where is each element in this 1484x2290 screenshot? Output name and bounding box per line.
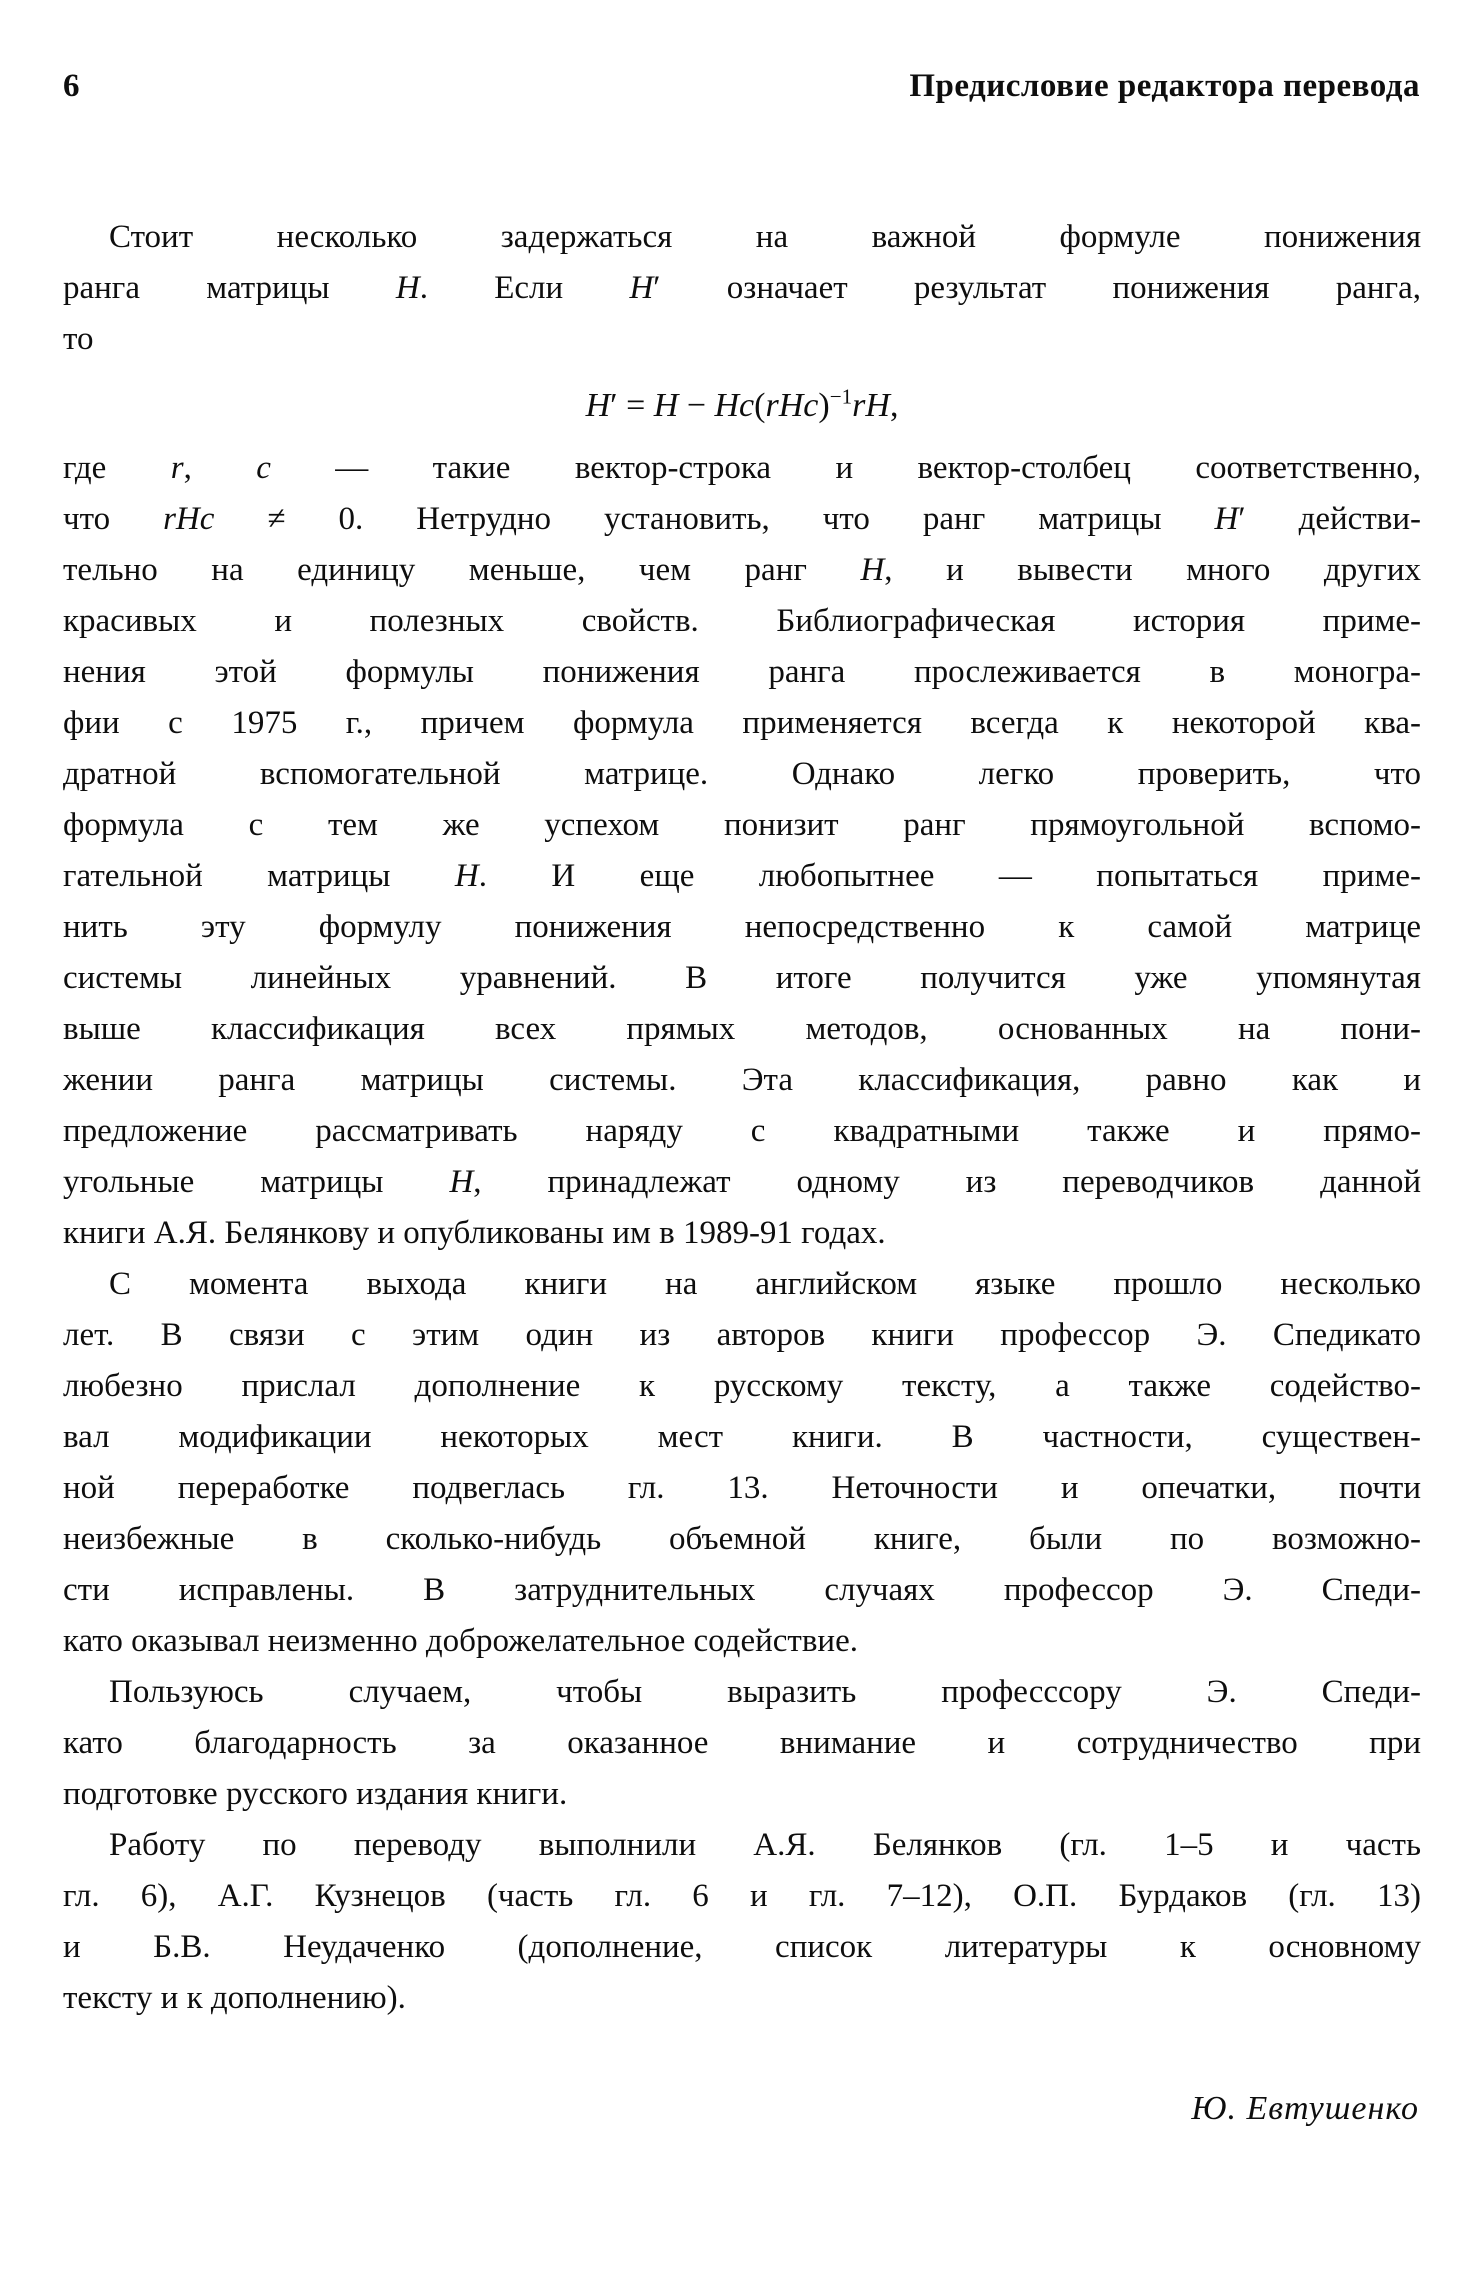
text-line: тельно на единицу меньше, чем ранг H, и вывести много других — [63, 552, 1421, 588]
text-line: като оказывал неизменно доброжелательное содействие. — [63, 1623, 858, 1659]
page-header — [63, 68, 1420, 105]
text-line: угольные матрицы H, принадлежат одному из переводчиков данной — [63, 1164, 1421, 1200]
text-line: Работу по переводу выполнили А.Я. Белянков (гл. 1–5 и часть — [109, 1827, 1421, 1863]
text-line: ной переработке подвеглась гл. 13. Неточности и опечатки, почти — [63, 1470, 1421, 1506]
text-line: системы линейных уравнений. В итоге получится уже упомянутая — [63, 960, 1421, 996]
text-line: вал модификации некоторых мест книги. В частности, существен- — [63, 1419, 1421, 1455]
text-line: гательной матрицы H. И еще любопытнее — попытаться приме- — [63, 858, 1421, 894]
text-line: Стоит несколько задержаться на важной формуле понижения — [109, 219, 1421, 255]
text-line: нить эту формулу понижения непосредственно к самой матрице — [63, 909, 1421, 945]
paragraph — [63, 443, 1421, 1259]
paragraph — [63, 1259, 1421, 1667]
text-line: жении ранга матрицы системы. Эта классификация, равно как и — [63, 1062, 1421, 1098]
text-line: лет. В связи с этим один из авторов книги профессор Э. Спедикато — [63, 1317, 1421, 1353]
text-line: любезно прислал дополнение к русскому тексту, а также содейство- — [63, 1368, 1421, 1404]
paragraph — [63, 1820, 1421, 2024]
text-line: Пользуюсь случаем, чтобы выразить професссору Э. Спеди- — [109, 1674, 1421, 1710]
text-line: фии с 1975 г., причем формула применяется всегда к некоторой ква- — [63, 705, 1421, 741]
text-line: выше классификация всех прямых методов, основанных на пони- — [63, 1011, 1421, 1047]
text-line: подготовке русского издания книги. — [63, 1776, 568, 1812]
paragraph — [63, 1667, 1421, 1820]
signature: Ю. Евтушенко — [1191, 2090, 1419, 2127]
text-line: като благодарность за оказанное внимание и сотрудничество при — [63, 1725, 1421, 1761]
text-line: сти исправлены. В затруднительных случаях профессор Э. Спеди- — [63, 1572, 1421, 1608]
text-line: нения этой формулы понижения ранга прослеживается в моногра- — [63, 654, 1421, 690]
text-line: книги А.Я. Белянкову и опубликованы им в 1989-91 годах. — [63, 1215, 886, 1251]
text-line: ранга матрицы H. Если H′ означает результат понижения ранга, — [63, 270, 1421, 306]
text-line: формула с тем же успехом понизит ранг прямоугольной вспомо- — [63, 807, 1421, 843]
text-line: дратной вспомогательной матрице. Однако легко проверить, что — [63, 756, 1421, 792]
text-line: что rHc ≠ 0. Нетрудно установить, что ранг матрицы H′ действи- — [63, 501, 1421, 537]
page-body — [63, 212, 1421, 2024]
running-title: Предисловие редактора перевода — [909, 68, 1420, 104]
text-line: неизбежные в сколько-нибудь объемной книге, были по возможно- — [63, 1521, 1421, 1557]
math-formula: H′ = H − Hc(rHc)$^{-1}$rH, — [585, 384, 899, 424]
text-line: то — [63, 321, 94, 357]
text-line: С момента выхода книги на английском языке прошло несколько — [109, 1266, 1421, 1302]
text-line: и Б.В. Неудаченко (дополнение, список литературы к основному — [63, 1929, 1421, 1965]
text-line: предложение рассматривать наряду с квадратными также и прямо- — [63, 1113, 1421, 1149]
paragraph — [63, 212, 1421, 365]
text-line: красивых и полезных свойств. Библиографическая история приме- — [63, 603, 1421, 639]
text-line: тексту и к дополнению). — [63, 1980, 406, 2016]
text-line: где r, c — такие вектор-строка и вектор-столбец соответственно, — [63, 450, 1421, 486]
text-line: гл. 6), А.Г. Кузнецов (часть гл. 6 и гл. 7–12), О.П. Бурдаков (гл. 13) — [63, 1878, 1421, 1914]
page-number: 6 — [63, 68, 80, 104]
